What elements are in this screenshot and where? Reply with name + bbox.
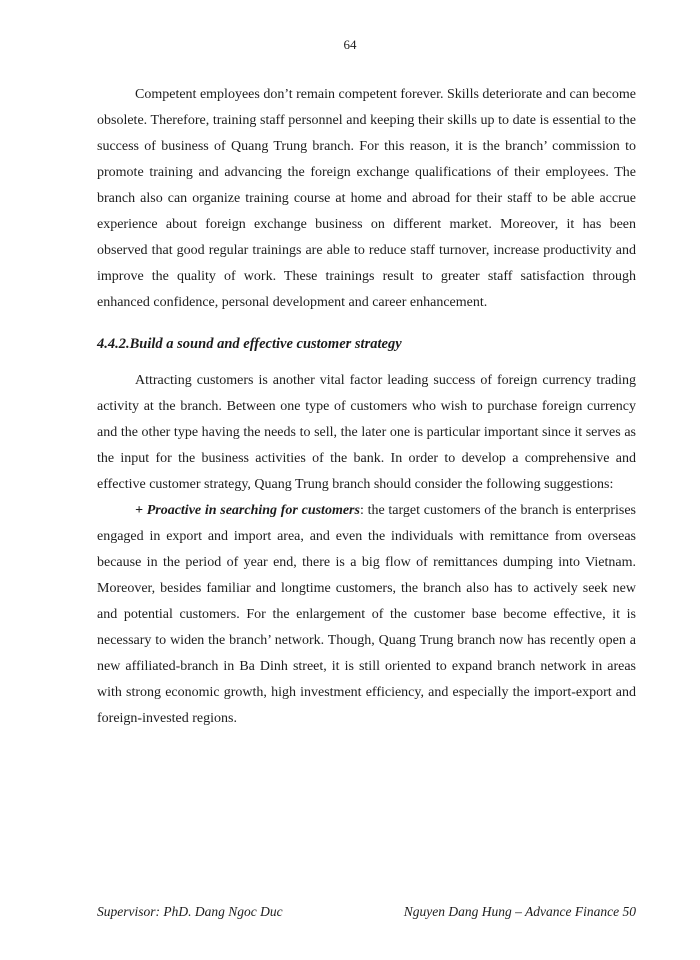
section-heading: 4.4.2.Build a sound and effective customer strategy xyxy=(97,336,402,352)
page-content xyxy=(97,82,636,732)
paragraph-proactive-lead: + Proactive in searching for customers xyxy=(135,503,360,518)
paragraph-customer-strategy: Attracting customers is another vital factor leading success of foreign currency trading activity at the branch. Between one type of customers who wish to purchase foreign currency and the other type having the needs to sell, the later one is particular important since it serves as the input for the business activities of the bank. In order to develop a comprehensive and effective customer strategy, Quang Trung branch should consider the following suggestions: xyxy=(97,373,636,492)
page-number: 64 xyxy=(343,37,357,52)
footer-author: Nguyen Dang Hung – Advance Finance 50 xyxy=(403,904,636,919)
footer-supervisor: Supervisor: PhD. Dang Ngoc Duc xyxy=(97,904,283,919)
paragraph-training: Competent employees don’t remain competent forever. Skills deteriorate and can become obsolete. Therefore, training staff personnel and keeping their skills up to date is essential to the success of business of Quang Trung branch. For this reason, it is the branch’ commission to promote training and advancing the foreign exchange qualifications of their employees. The branch also can organize training course at home and abroad for their staff to be able accrue experience about foreign exchange business on different market. Moreover, it has been observed that good regular trainings are able to reduce staff turnover, increase productivity and improve the quality of work. These trainings result to greater staff satisfaction through enhanced confidence, personal development and career enhancement. xyxy=(97,87,636,310)
page-footer xyxy=(97,903,636,920)
paragraph-proactive-body: : the target customers of the branch is enterprises engaged in export and import area, and even the individuals with remittance from overseas because in the period of year end, there is a big flow of remittances dumping into Vietnam. Moreover, besides familiar and longtime customers, the branch also has to actively seek new and potential customers. For the enlargement of the customer base become effective, it is necessary to widen the branch’ network. Though, Quang Trung branch now has recently open a new affiliated-branch in Ba Dinh street, it is still oriented to expand branch network in areas with strong economic growth, high investment efficiency, and especially the import-export and foreign-invested regions. xyxy=(97,503,636,726)
paragraph-proactive xyxy=(97,498,636,732)
